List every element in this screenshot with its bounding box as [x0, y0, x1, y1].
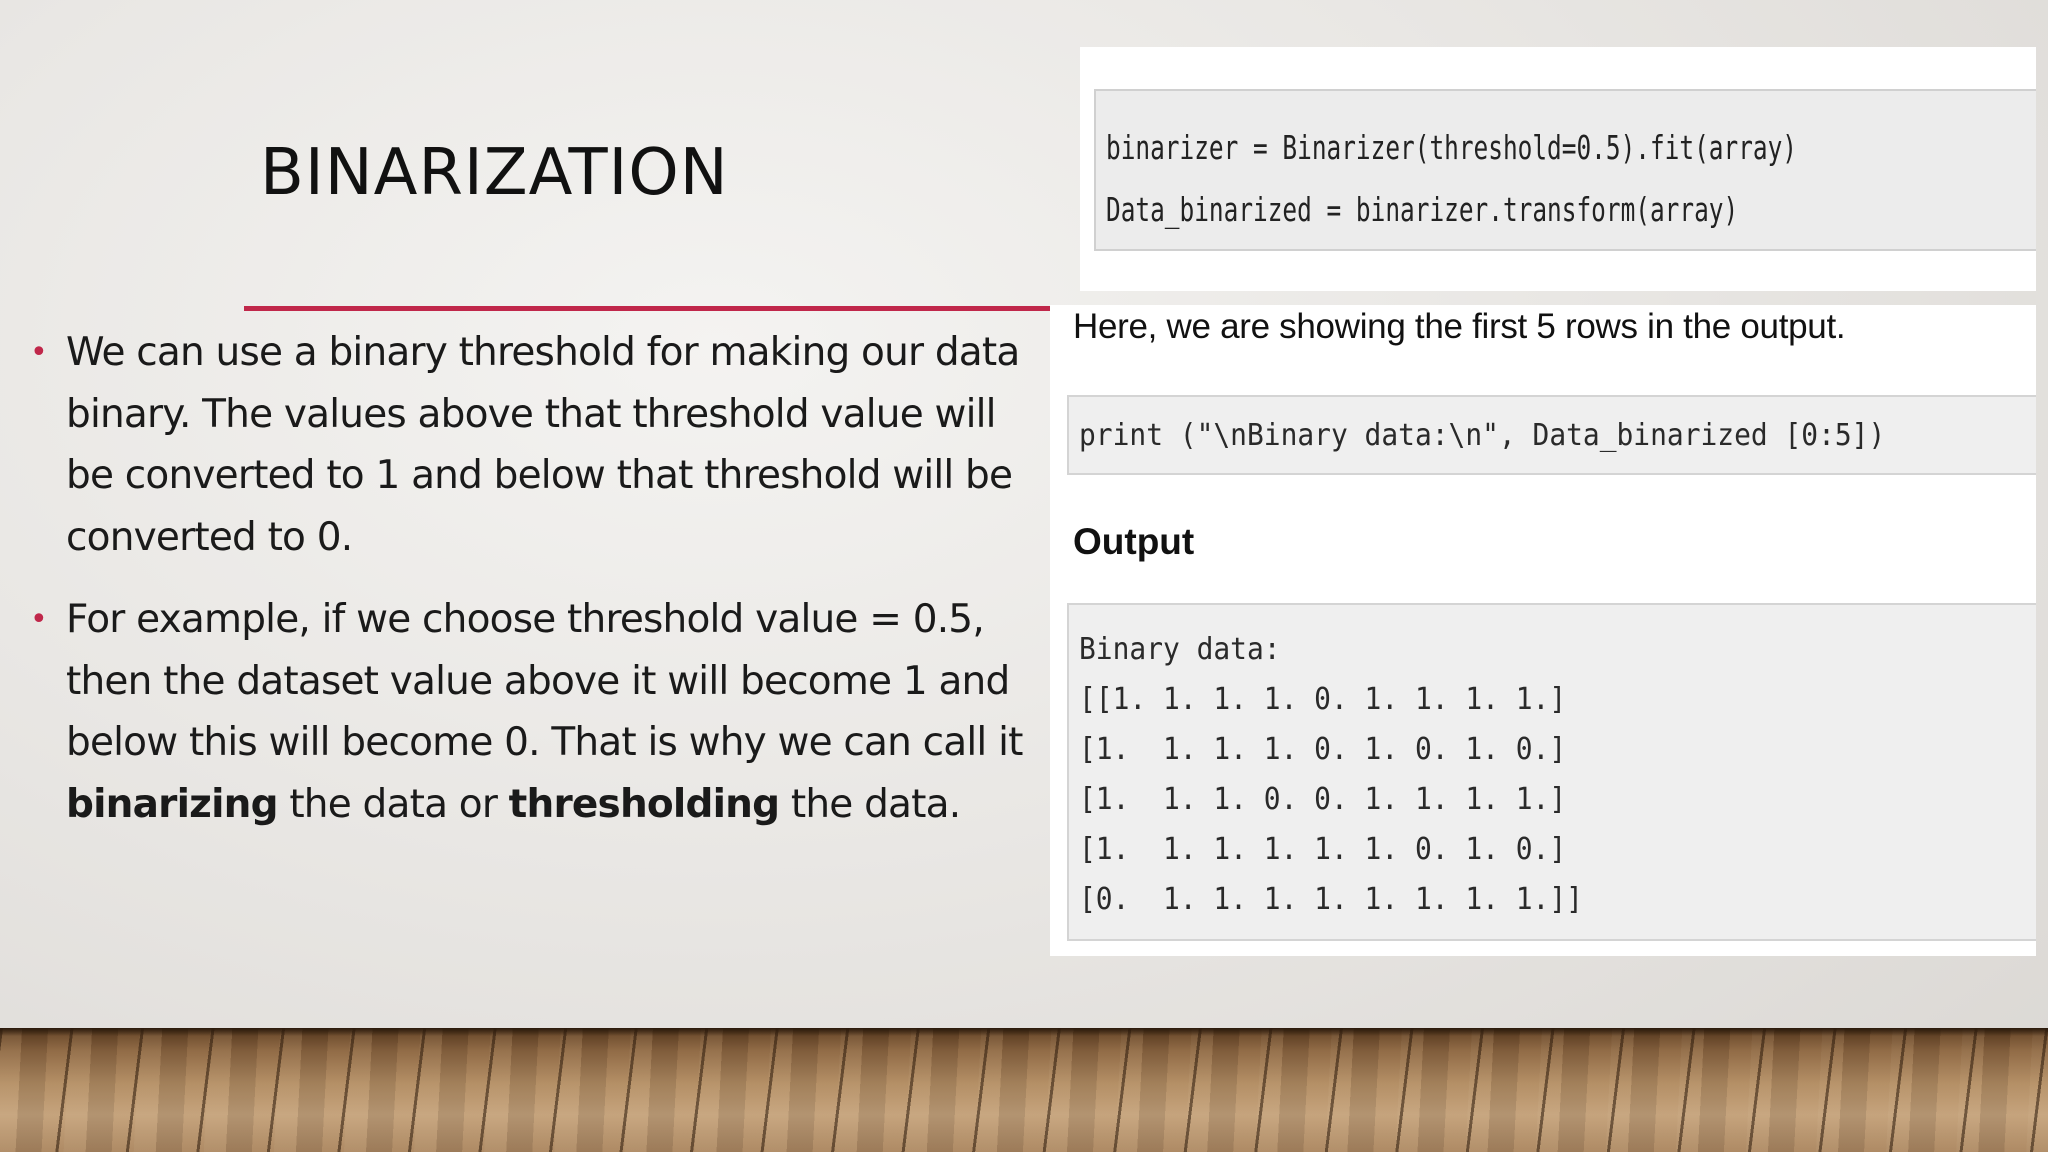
- tutorial-intro-text: Here, we are showing the first 5 rows in the output.: [1073, 307, 1846, 346]
- bullet-marker-icon: •: [30, 602, 47, 637]
- bold-term: thresholding: [508, 781, 780, 827]
- bullet-text: For example, if we choose threshold value = 0.5, then the dataset value above it will become 1 and below this will become 0. That is why we can call it: [66, 597, 1023, 765]
- bullet-item: [28, 589, 1040, 835]
- output-line: [1. 1. 1. 1. 0. 1. 0. 1. 0.]: [1079, 732, 1567, 767]
- output-block: [1067, 603, 2036, 941]
- slide-title: BINARIZATION: [260, 136, 729, 210]
- output-line: Binary data:: [1079, 632, 1281, 667]
- bullet-text: the data or: [277, 781, 509, 827]
- tutorial-screenshot: [1050, 305, 2036, 956]
- code-block: [1094, 89, 2036, 251]
- code-line: Data_binarized = binarizer.transform(array): [1106, 190, 1739, 229]
- bold-term: binarizing: [66, 781, 278, 827]
- bullet-text: We can use a binary threshold for making our data binary. The values above that threshold value will be converted to 1 and below that threshold will be converted to 0.: [66, 330, 1020, 560]
- bullet-text: the data.: [779, 781, 961, 827]
- wooden-floor-decoration: [0, 1028, 2048, 1152]
- title-accent-rule: [244, 306, 1050, 311]
- output-line: [0. 1. 1. 1. 1. 1. 1. 1. 1.]]: [1079, 882, 1583, 917]
- code-line: print ("\nBinary data:\n", Data_binarized [0:5]): [1079, 418, 1886, 453]
- bullet-item: [28, 322, 1040, 568]
- output-line: [[1. 1. 1. 1. 0. 1. 1. 1. 1.]: [1079, 682, 1567, 717]
- output-line: [1. 1. 1. 0. 0. 1. 1. 1. 1.]: [1079, 782, 1567, 817]
- bullet-marker-icon: •: [30, 335, 47, 370]
- bullet-list: [28, 322, 1040, 856]
- floor-shadow-edge: [0, 1028, 2048, 1036]
- code-screenshot-top: [1080, 47, 2036, 291]
- code-line: binarizer = Binarizer(threshold=0.5).fit(array): [1106, 128, 1797, 167]
- print-code-block: [1067, 395, 2036, 475]
- output-line: [1. 1. 1. 1. 1. 1. 0. 1. 0.]: [1079, 832, 1567, 867]
- output-heading: Output: [1073, 521, 1195, 562]
